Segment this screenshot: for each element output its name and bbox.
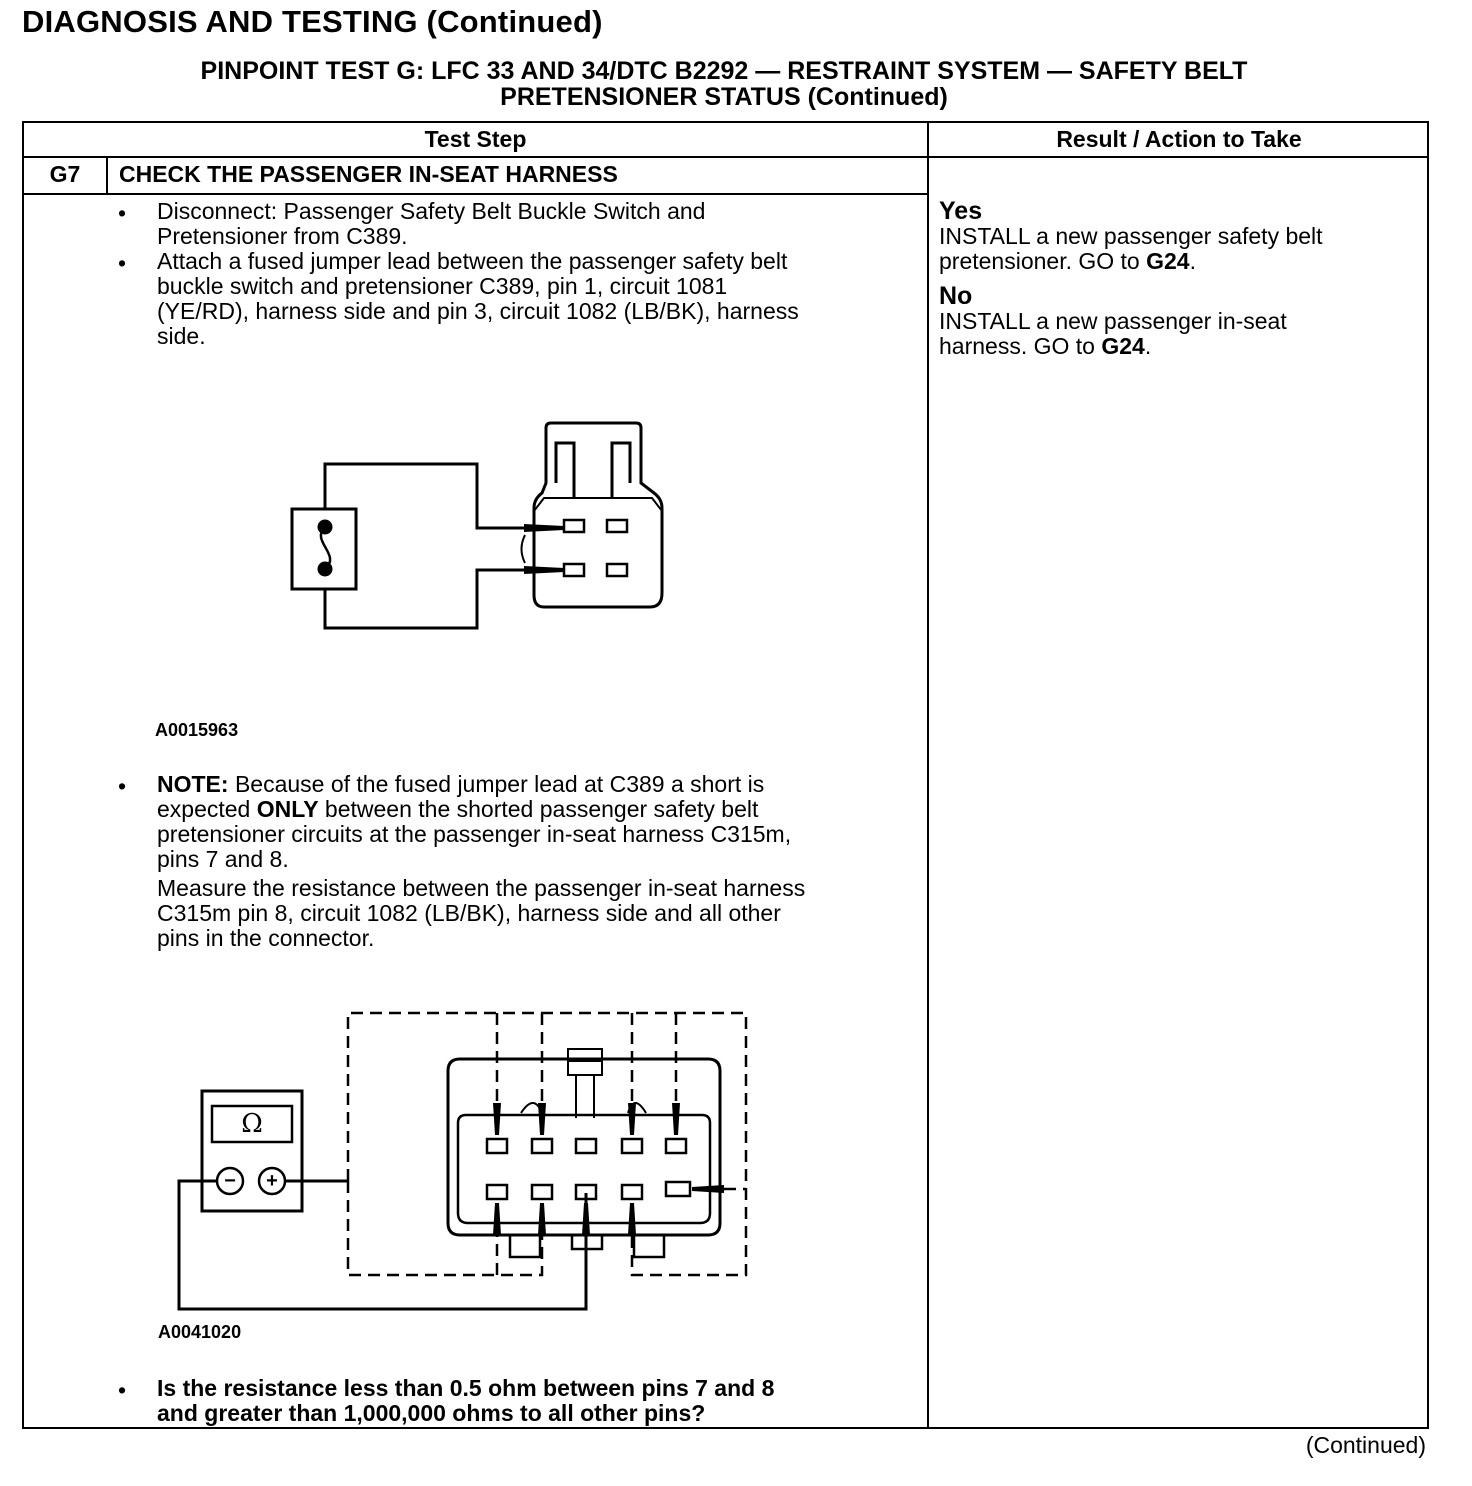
test-title-line-2: PRETENSIONER STATUS (Continued) [500, 83, 948, 111]
header-test-step: Test Step [424, 126, 527, 152]
text-span: between the shorted passenger safety belt [318, 796, 759, 822]
pin [622, 1185, 642, 1199]
text-line [939, 334, 1287, 359]
bullet: • [118, 200, 127, 226]
text-span: Because of the fused jumper lead at C389 a short is [228, 771, 765, 797]
text-line: Is the resistance less than 0.5 ohm between pins 7 and 8 [157, 1375, 775, 1401]
column-divider [927, 123, 929, 1429]
test-title-line-1: PINPOINT TEST G: LFC 33 AND 34/DTC B2292 — RESTRAINT SYSTEM — SAFETY BELT [200, 57, 1248, 85]
text-line: pretensioner circuits at the passenger in-seat harness C315m, [157, 821, 792, 847]
text-line: Measure the resistance between the passenger in-seat harness [157, 875, 806, 901]
text-span: expected [157, 796, 257, 822]
bullet: • [118, 773, 127, 799]
text-line: side. [157, 323, 206, 349]
header-result-action: Result / Action to Take [1056, 126, 1302, 152]
test-question [157, 1376, 774, 1426]
pin [666, 1182, 690, 1196]
result-yes-action [939, 224, 1323, 274]
pin [532, 1139, 552, 1153]
text-line: C315m pin 8, circuit 1082 (LB/BK), harness side and all other [157, 900, 781, 926]
connector-tab [634, 1235, 664, 1257]
page-title: DIAGNOSIS AND TESTING (Continued) [22, 4, 603, 39]
emphasis: ONLY [256, 796, 319, 822]
text-line: INSTALL a new passenger in-seat [939, 308, 1287, 334]
step-reference: G24 [1146, 248, 1190, 274]
pinpoint-test-table [22, 121, 1429, 1429]
text-span: harness. GO to [939, 333, 1102, 359]
result-yes-label: Yes [939, 197, 983, 225]
text-line: pins 7 and 8. [157, 846, 289, 872]
pin [622, 1139, 642, 1153]
meter-ohm-symbol: Ω [241, 1109, 263, 1139]
meter-lead-minus [179, 1181, 586, 1309]
text-line [939, 249, 1323, 274]
probe-tips-top [493, 1103, 680, 1135]
text-line: INSTALL a new passenger safety belt [939, 223, 1323, 249]
result-no-label: No [939, 282, 973, 310]
text-span: . [1189, 248, 1196, 274]
text-line: and greater than 1,000,000 ohms to all other pins? [157, 1400, 706, 1426]
pin [487, 1139, 507, 1153]
text-line: Pretensioner from C389. [157, 223, 408, 249]
connector-tab [510, 1235, 540, 1257]
text-line: pins in the connector. [157, 925, 375, 951]
text-line: (YE/RD), harness side and pin 3, circuit 1082 (LB/BK), harness [157, 298, 799, 324]
figure-1-id: A0015963 [155, 720, 239, 740]
bullet: • [118, 1377, 127, 1403]
bullet: • [118, 250, 127, 276]
pin [666, 1139, 686, 1153]
step-id: G7 [49, 161, 81, 187]
pin [576, 1139, 596, 1153]
text-line: buckle switch and pretensioner C389, pin 1, circuit 1081 [157, 273, 728, 299]
ohmmeter-diagram [24, 123, 927, 1429]
pinpoint-test-title [60, 58, 1388, 110]
result-no-action [939, 309, 1287, 359]
continued-footer: (Continued) [1305, 1432, 1426, 1458]
step-reference: G24 [1101, 333, 1145, 359]
text-line: Attach a fused jumper lead between the passenger safety belt [157, 248, 788, 274]
pin [532, 1185, 552, 1199]
text-line: Disconnect: Passenger Safety Belt Buckle Switch and [157, 198, 706, 224]
pin [487, 1185, 507, 1199]
meter-minus-label: − [224, 1170, 236, 1192]
text-span: pretensioner. GO to [939, 248, 1147, 274]
figure-2-id: A0041020 [158, 1322, 242, 1342]
meter-plus-label: + [266, 1170, 278, 1192]
step-title: CHECK THE PASSENGER IN-SEAT HARNESS [119, 161, 618, 187]
note-label: NOTE: [157, 771, 229, 797]
text-span: . [1144, 333, 1152, 359]
